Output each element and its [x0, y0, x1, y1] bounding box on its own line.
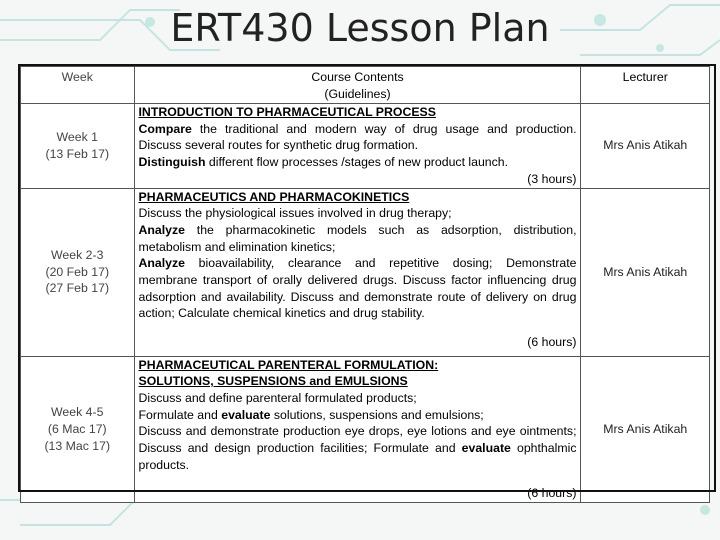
content-paragraph [139, 423, 577, 473]
content-text: different flow processes /stages of new product launch. [205, 155, 509, 170]
verb-bold: Analyze [138, 256, 185, 271]
content-text: Formulate and [138, 407, 222, 422]
hours-label: (6 hours) [527, 335, 577, 350]
week-date: (13 Mac 17) [44, 438, 111, 453]
page-title: ERT430 Lesson Plan [170, 6, 550, 50]
content-text: the traditional and modern way of drug usage and production. Discuss several routes for synthetic drug formation. [138, 121, 577, 153]
lecturer-name: Mrs Anis Atikah [603, 264, 688, 279]
week-label: Week 4-5 [51, 405, 104, 420]
week-cell [21, 356, 135, 503]
lecturer-cell [581, 188, 710, 356]
header-lecturer-label: Lecturer [622, 70, 668, 84]
week-label: Week 2-3 [51, 247, 104, 262]
week-date: (20 Feb 17) [45, 264, 110, 279]
lesson-plan-table [20, 66, 710, 503]
content-text: ophthalmic products. [138, 441, 577, 472]
spacer [139, 322, 577, 334]
verb-bold: Analyze [138, 222, 185, 237]
header-lecturer [581, 67, 710, 104]
lecturer-cell [581, 104, 710, 189]
lecturer-cell [581, 356, 710, 503]
content-text: bioavailability, clearance and repetitive dosing; Demonstrate membrane transport of orally delivered drugs. Discuss factor influencing drug adsorption and availability. Discuss and demonstrate route of delivery on drug action; Calculate chemical kinetics and drug stability. [138, 256, 577, 321]
spacer [139, 473, 577, 485]
hours-label: (3 hours) [527, 171, 577, 186]
table-row [21, 188, 710, 356]
week-cell [21, 104, 135, 189]
header-course-contents [134, 67, 581, 104]
content-cell [134, 188, 581, 356]
content-text: solutions, suspensions and emulsions; [270, 407, 484, 422]
week-label: Week 1 [56, 130, 98, 145]
week-date: (27 Feb 17) [45, 281, 110, 296]
content-paragraph [139, 154, 577, 171]
header-contents-label: Course Contents [311, 70, 404, 84]
lecturer-name: Mrs Anis Atikah [603, 421, 688, 436]
table-row [21, 104, 710, 189]
content-paragraph [139, 255, 577, 322]
verb-bold: Distinguish [138, 155, 206, 170]
week-cell [21, 188, 135, 356]
header-guidelines-label: (Guidelines) [324, 86, 391, 101]
lecturer-name: Mrs Anis Atikah [603, 138, 688, 153]
verb-bold: evaluate [461, 441, 511, 456]
content-paragraph: Discuss the physiological issues involved in drug therapy; [138, 206, 452, 221]
topic-subtitle: SOLUTIONS, SUSPENSIONS and EMULSIONS [138, 374, 408, 389]
content-text: Discuss and demonstrate production eye drops, eye lotions and eye ointments; Discuss and design production facilities; Formulate and [138, 424, 577, 456]
table-header-row [21, 67, 710, 104]
week-date: (6 Mac 17) [47, 421, 107, 436]
verb-bold: evaluate [221, 407, 271, 422]
verb-bold: Compare [138, 121, 192, 136]
week-date: (13 Feb 17) [45, 146, 110, 161]
content-paragraph [139, 407, 577, 424]
content-paragraph [139, 222, 577, 255]
header-week [21, 67, 135, 104]
table-row [21, 356, 710, 503]
content-cell [134, 356, 581, 503]
content-text: the pharmacokinetic models such as adsorption, distribution, metabolism and elimination kinetics; [138, 222, 577, 254]
topic-title: INTRODUCTION TO PHARMACEUTICAL PROCESS [138, 105, 436, 119]
topic-title: PHARMACEUTICS AND PHARMACOKINETICS [138, 189, 410, 204]
content-cell [134, 104, 581, 189]
header-week-label: Week [61, 70, 93, 84]
content-paragraph [139, 121, 577, 154]
topic-title: PHARMACEUTICAL PARENTERAL FORMULATION: [138, 357, 439, 372]
hours-label: (6 hours) [527, 486, 577, 501]
content-paragraph: Discuss and define parenteral formulated products; [138, 390, 417, 405]
